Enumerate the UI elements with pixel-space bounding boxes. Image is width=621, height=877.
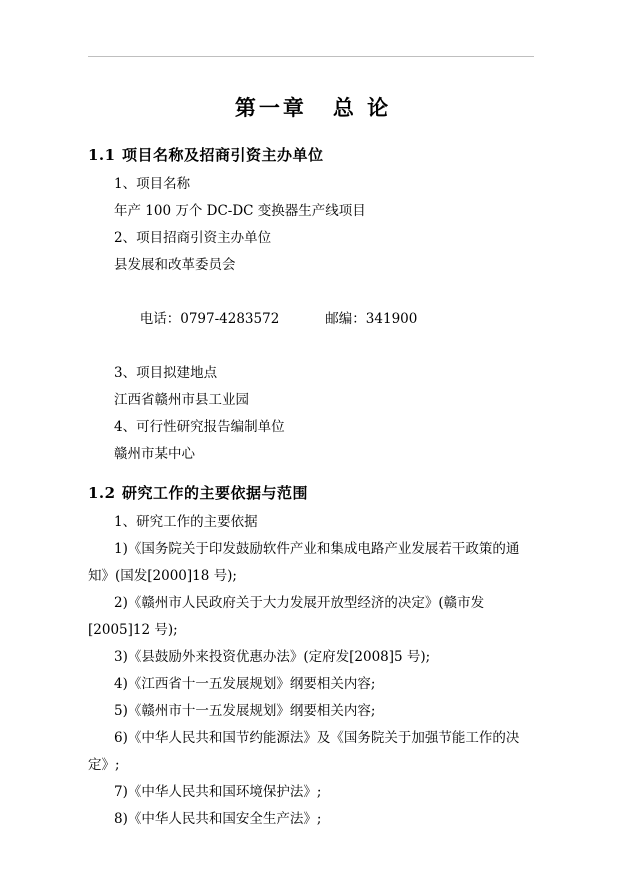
document-body	[88, 82, 538, 833]
header-divider	[88, 56, 534, 57]
line-basis-lead: 1、研究工作的主要依据	[114, 514, 258, 530]
line-sponsor-value: 县发展和改革委员会	[114, 257, 236, 273]
line-contact	[88, 279, 538, 360]
line-site-label: 3、项目拟建地点	[114, 365, 218, 381]
section-number-1-2: 1.2	[88, 484, 116, 502]
line-compiler-label: 4、可行性研究报告编制单位	[114, 419, 285, 435]
list-item: 8)《中华人民共和国安全生产法》;	[114, 811, 322, 827]
section-number-1-1: 1.1	[88, 146, 116, 164]
list-item: 1)《国务院关于印发鼓励软件产业和集成电路产业发展若干政策的通知》(国发[2000]18 号);	[88, 541, 520, 584]
list-item: 7)《中华人民共和国环境保护法》;	[114, 784, 322, 800]
line-sponsor-label: 2、项目招商引资主办单位	[114, 230, 272, 246]
list-item: 4)《江西省十一五发展规划》纲要相关内容;	[114, 676, 376, 692]
chapter-title	[88, 92, 538, 122]
chapter-title-right: 总 论	[332, 95, 392, 120]
section-title-1-2: 研究工作的主要依据与范围	[122, 484, 309, 502]
section-title-1-1: 项目名称及招商引资主办单位	[122, 146, 324, 164]
line-project-name-value: 年产 100 万个 DC-DC 变换器生产线项目	[114, 203, 366, 219]
line-project-name-label: 1、项目名称	[114, 176, 191, 192]
phone-label: 电话：	[139, 311, 181, 327]
chapter-title-left: 第一章	[234, 95, 307, 120]
section-heading-1-2	[88, 482, 538, 503]
phone-value: 0797-4283572	[180, 311, 280, 327]
list-item: 2)《赣州市人民政府关于大力发展开放型经济的决定》(赣市发[2005]12 号);	[88, 595, 485, 638]
line-site-value: 江西省赣州市县工业园	[114, 392, 249, 408]
section-heading-1-1	[88, 144, 538, 165]
postcode-value: 341900	[365, 311, 418, 327]
list-item: 3)《县鼓励外来投资优惠办法》(定府发[2008]5 号);	[114, 649, 431, 665]
line-compiler-value: 赣州市某中心	[114, 446, 195, 462]
postcode-label: 邮编：	[325, 311, 366, 327]
list-item: 6)《中华人民共和国节约能源法》及《国务院关于加强节能工作的决定》;	[88, 730, 520, 773]
list-item: 5)《赣州市十一五发展规划》纲要相关内容;	[114, 703, 376, 719]
